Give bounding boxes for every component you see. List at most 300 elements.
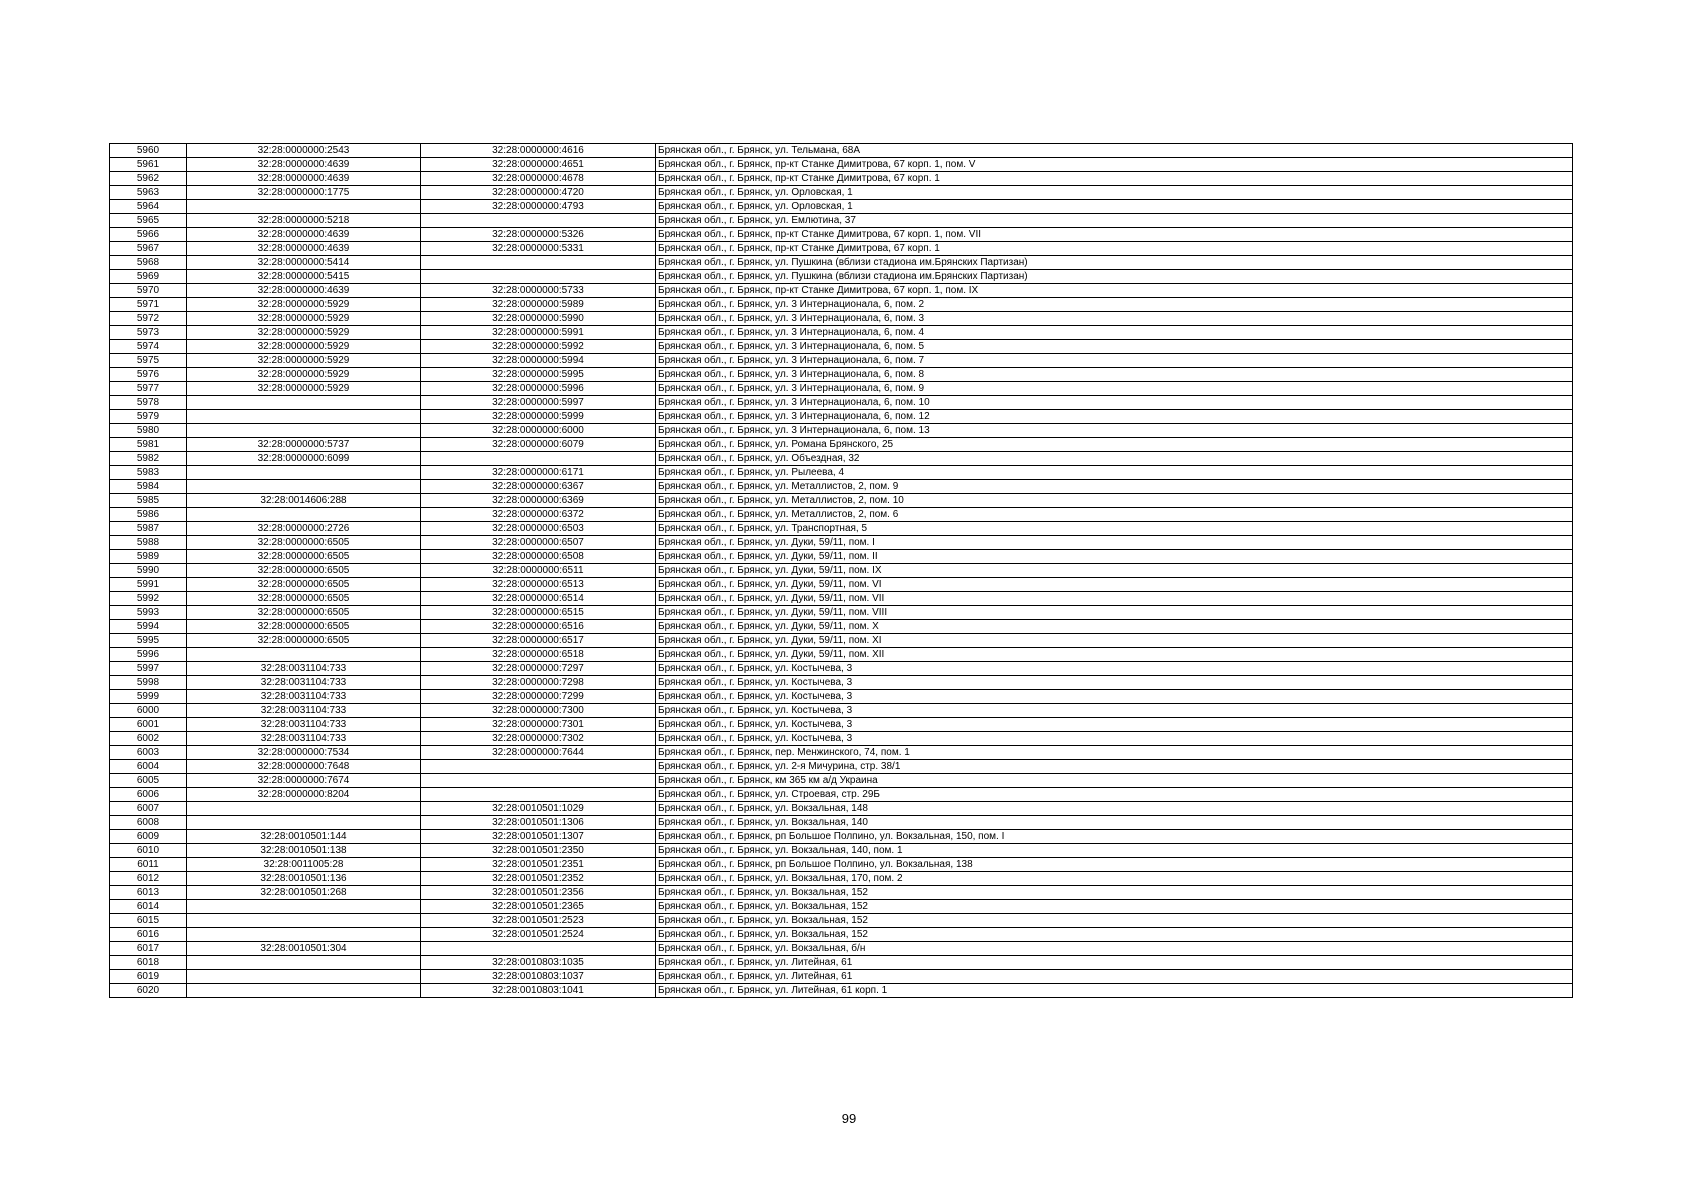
table-row [110,172,1573,186]
object-number-cell: 32:28:0010501:2523 [421,914,656,928]
row-number-cell: 5980 [110,424,187,438]
address-cell: Брянская обл., г. Брянск, ул. Вокзальная, 152 [656,900,1573,914]
address-cell: Брянская обл., г. Брянск, ул. 3 Интернационала, 6, пом. 7 [656,354,1573,368]
cadastral-number-cell: 32:28:0031104:733 [187,676,421,690]
row-number-cell: 6008 [110,816,187,830]
table-row [110,592,1573,606]
cadastral-number-cell: 32:28:0011005:28 [187,858,421,872]
cadastral-number-cell [187,816,421,830]
cadastral-number-cell: 32:28:0000000:2726 [187,522,421,536]
object-number-cell: 32:28:0010501:2356 [421,886,656,900]
cadastral-number-cell: 32:28:0000000:6099 [187,452,421,466]
row-number-cell: 6010 [110,844,187,858]
cadastral-number-cell: 32:28:0000000:4639 [187,284,421,298]
address-cell: Брянская обл., г. Брянск, ул. Дуки, 59/11, пом. II [656,550,1573,564]
object-number-cell: 32:28:0000000:7298 [421,676,656,690]
object-number-cell: 32:28:0000000:7297 [421,662,656,676]
cadastral-number-cell [187,480,421,494]
address-cell: Брянская обл., г. Брянск, ул. Металлистов, 2, пом. 9 [656,480,1573,494]
object-number-cell: 32:28:0010501:2524 [421,928,656,942]
object-number-cell [421,774,656,788]
cadastral-number-cell: 32:28:0000000:6505 [187,550,421,564]
object-number-cell: 32:28:0000000:5995 [421,368,656,382]
object-number-cell: 32:28:0000000:5994 [421,354,656,368]
object-number-cell [421,760,656,774]
cadastral-number-cell [187,508,421,522]
table-row [110,816,1573,830]
address-cell: Брянская обл., г. Брянск, ул. Костычева, 3 [656,662,1573,676]
address-cell: Брянская обл., г. Брянск, рп Большое Полпино, ул. Вокзальная, 138 [656,858,1573,872]
cadastral-number-cell: 32:28:0010501:138 [187,844,421,858]
row-number-cell: 5988 [110,536,187,550]
address-cell: Брянская обл., г. Брянск, ул. 3 Интернационала, 6, пом. 4 [656,326,1573,340]
object-number-cell: 32:28:0010501:2350 [421,844,656,858]
cadastral-number-cell: 32:28:0000000:5929 [187,326,421,340]
table-row [110,354,1573,368]
table-row [110,424,1573,438]
table-row [110,382,1573,396]
table-row [110,662,1573,676]
address-cell: Брянская обл., г. Брянск, ул. Вокзальная, б/н [656,942,1573,956]
table-row [110,326,1573,340]
address-cell: Брянская обл., г. Брянск, ул. Дуки, 59/11, пом. I [656,536,1573,550]
table-row [110,536,1573,550]
table-row [110,928,1573,942]
table-row [110,186,1573,200]
row-number-cell: 5986 [110,508,187,522]
object-number-cell [421,256,656,270]
address-cell: Брянская обл., г. Брянск, км 365 км а/д Украина [656,774,1573,788]
table-row [110,158,1573,172]
cadastral-number-cell: 32:28:0000000:7534 [187,746,421,760]
property-table [109,143,1573,998]
table-row [110,732,1573,746]
row-number-cell: 5972 [110,312,187,326]
table-row [110,550,1573,564]
row-number-cell: 5965 [110,214,187,228]
table-row [110,886,1573,900]
row-number-cell: 5968 [110,256,187,270]
object-number-cell: 32:28:0010501:1029 [421,802,656,816]
row-number-cell: 5979 [110,410,187,424]
object-number-cell [421,214,656,228]
cadastral-number-cell: 32:28:0000000:7648 [187,760,421,774]
address-cell: Брянская обл., г. Брянск, ул. Дуки, 59/11, пом. X [656,620,1573,634]
object-number-cell: 32:28:0000000:5997 [421,396,656,410]
object-number-cell: 32:28:0000000:6515 [421,606,656,620]
table-body [110,144,1573,998]
object-number-cell: 32:28:0000000:6511 [421,564,656,578]
row-number-cell: 5976 [110,368,187,382]
object-number-cell: 32:28:0000000:5992 [421,340,656,354]
row-number-cell: 6017 [110,942,187,956]
address-cell: Брянская обл., г. Брянск, ул. Вокзальная, 140 [656,816,1573,830]
address-cell: Брянская обл., г. Брянск, ул. Дуки, 59/11, пом. VI [656,578,1573,592]
cadastral-number-cell: 32:28:0000000:5415 [187,270,421,284]
address-cell: Брянская обл., г. Брянск, ул. 3 Интернационала, 6, пом. 13 [656,424,1573,438]
address-cell: Брянская обл., г. Брянск, ул. Вокзальная, 148 [656,802,1573,816]
object-number-cell: 32:28:0000000:7644 [421,746,656,760]
address-cell: Брянская обл., г. Брянск, ул. Дуки, 59/11, пом. VIII [656,606,1573,620]
table-row [110,914,1573,928]
address-cell: Брянская обл., г. Брянск, пр-кт Станке Димитрова, 67 корп. 1 [656,242,1573,256]
cadastral-number-cell: 32:28:0000000:4639 [187,172,421,186]
cadastral-number-cell: 32:28:0010501:136 [187,872,421,886]
object-number-cell: 32:28:0000000:6079 [421,438,656,452]
row-number-cell: 6001 [110,718,187,732]
object-number-cell: 32:28:0000000:5990 [421,312,656,326]
table-row [110,494,1573,508]
cadastral-number-cell [187,956,421,970]
cadastral-number-cell: 32:28:0000000:6505 [187,606,421,620]
address-cell: Брянская обл., г. Брянск, ул. Романа Брянского, 25 [656,438,1573,452]
address-cell: Брянская обл., г. Брянск, ул. Вокзальная, 152 [656,914,1573,928]
object-number-cell: 32:28:0000000:6369 [421,494,656,508]
cadastral-number-cell: 32:28:0010501:304 [187,942,421,956]
address-cell: Брянская обл., г. Брянск, ул. Литейная, 61 [656,970,1573,984]
table-row [110,452,1573,466]
address-cell: Брянская обл., г. Брянск, ул. Костычева, 3 [656,718,1573,732]
table-row [110,270,1573,284]
object-number-cell: 32:28:0000000:5989 [421,298,656,312]
row-number-cell: 6005 [110,774,187,788]
table-row [110,396,1573,410]
address-cell: Брянская обл., г. Брянск, ул. Дуки, 59/11, пом. XII [656,648,1573,662]
address-cell: Брянская обл., г. Брянск, ул. Вокзальная, 170, пом. 2 [656,872,1573,886]
object-number-cell: 32:28:0000000:4616 [421,144,656,158]
table-row [110,466,1573,480]
table-row [110,228,1573,242]
table-row [110,970,1573,984]
address-cell: Брянская обл., г. Брянск, ул. 3 Интернационала, 6, пом. 5 [656,340,1573,354]
object-number-cell: 32:28:0010501:2352 [421,872,656,886]
row-number-cell: 6003 [110,746,187,760]
row-number-cell: 5963 [110,186,187,200]
row-number-cell: 6016 [110,928,187,942]
row-number-cell: 5962 [110,172,187,186]
cadastral-number-cell [187,970,421,984]
row-number-cell: 5997 [110,662,187,676]
cadastral-number-cell: 32:28:0000000:5929 [187,298,421,312]
row-number-cell: 5998 [110,676,187,690]
cadastral-number-cell: 32:28:0010501:144 [187,830,421,844]
table-row [110,788,1573,802]
address-cell: Брянская обл., г. Брянск, ул. Литейная, 61 корп. 1 [656,984,1573,998]
cadastral-number-cell [187,984,421,998]
row-number-cell: 5978 [110,396,187,410]
address-cell: Брянская обл., г. Брянск, ул. Объездная, 32 [656,452,1573,466]
cadastral-number-cell: 32:28:0000000:5929 [187,382,421,396]
object-number-cell: 32:28:0000000:6518 [421,648,656,662]
object-number-cell: 32:28:0000000:6513 [421,578,656,592]
object-number-cell: 32:28:0010803:1041 [421,984,656,998]
address-cell: Брянская обл., г. Брянск, ул. Вокзальная, 152 [656,886,1573,900]
cadastral-number-cell: 32:28:0000000:5929 [187,312,421,326]
cadastral-number-cell: 32:28:0000000:5929 [187,354,421,368]
address-cell: Брянская обл., г. Брянск, ул. 3 Интернационала, 6, пом. 10 [656,396,1573,410]
table-row [110,214,1573,228]
table-row [110,340,1573,354]
table-row [110,760,1573,774]
object-number-cell: 32:28:0000000:5733 [421,284,656,298]
table-row [110,942,1573,956]
address-cell: Брянская обл., г. Брянск, ул. Орловская, 1 [656,186,1573,200]
object-number-cell: 32:28:0000000:5999 [421,410,656,424]
table-row [110,256,1573,270]
table-row [110,410,1573,424]
row-number-cell: 6012 [110,872,187,886]
cadastral-number-cell: 32:28:0000000:4639 [187,242,421,256]
table-row [110,144,1573,158]
object-number-cell [421,270,656,284]
row-number-cell: 5966 [110,228,187,242]
address-cell: Брянская обл., г. Брянск, ул. Дуки, 59/11, пом. VII [656,592,1573,606]
object-number-cell: 32:28:0000000:6516 [421,620,656,634]
cadastral-number-cell [187,900,421,914]
address-cell: Брянская обл., г. Брянск, ул. Дуки, 59/11, пом. XI [656,634,1573,648]
object-number-cell: 32:28:0000000:6517 [421,634,656,648]
cadastral-number-cell [187,914,421,928]
cadastral-number-cell: 32:28:0000000:7674 [187,774,421,788]
row-number-cell: 6000 [110,704,187,718]
row-number-cell: 5973 [110,326,187,340]
object-number-cell: 32:28:0000000:4678 [421,172,656,186]
row-number-cell: 6002 [110,732,187,746]
address-cell: Брянская обл., г. Брянск, ул. Металлистов, 2, пом. 6 [656,508,1573,522]
address-cell: Брянская обл., г. Брянск, ул. 3 Интернационала, 6, пом. 3 [656,312,1573,326]
row-number-cell: 6004 [110,760,187,774]
row-number-cell: 5987 [110,522,187,536]
object-number-cell: 32:28:0000000:6507 [421,536,656,550]
object-number-cell: 32:28:0000000:6367 [421,480,656,494]
cadastral-number-cell [187,396,421,410]
table-row [110,956,1573,970]
table-row [110,718,1573,732]
cadastral-number-cell [187,648,421,662]
object-number-cell: 32:28:0010803:1035 [421,956,656,970]
row-number-cell: 5993 [110,606,187,620]
address-cell: Брянская обл., г. Брянск, пр-кт Станке Димитрова, 67 корп. 1 [656,172,1573,186]
row-number-cell: 5982 [110,452,187,466]
object-number-cell: 32:28:0000000:7302 [421,732,656,746]
table-row [110,844,1573,858]
row-number-cell: 5974 [110,340,187,354]
object-number-cell: 32:28:0010501:1307 [421,830,656,844]
row-number-cell: 5971 [110,298,187,312]
cadastral-number-cell [187,200,421,214]
row-number-cell: 5992 [110,592,187,606]
row-number-cell: 5991 [110,578,187,592]
row-number-cell: 5960 [110,144,187,158]
table-row [110,606,1573,620]
cadastral-number-cell: 32:28:0000000:1775 [187,186,421,200]
object-number-cell: 32:28:0000000:5996 [421,382,656,396]
table-row [110,872,1573,886]
address-cell: Брянская обл., г. Брянск, ул. Костычева, 3 [656,732,1573,746]
object-number-cell: 32:28:0000000:6372 [421,508,656,522]
table-row [110,480,1573,494]
cadastral-number-cell: 32:28:0000000:5218 [187,214,421,228]
object-number-cell [421,452,656,466]
address-cell: Брянская обл., г. Брянск, ул. 3 Интернационала, 6, пом. 12 [656,410,1573,424]
row-number-cell: 5995 [110,634,187,648]
table-row [110,746,1573,760]
row-number-cell: 5970 [110,284,187,298]
address-cell: Брянская обл., г. Брянск, ул. Емлютина, 37 [656,214,1573,228]
row-number-cell: 6019 [110,970,187,984]
cadastral-number-cell [187,802,421,816]
address-cell: Брянская обл., г. Брянск, пер. Менжинского, 74, пом. 1 [656,746,1573,760]
object-number-cell: 32:28:0000000:4651 [421,158,656,172]
row-number-cell: 5975 [110,354,187,368]
table-row [110,858,1573,872]
row-number-cell: 5985 [110,494,187,508]
table-row [110,900,1573,914]
table-row [110,830,1573,844]
address-cell: Брянская обл., г. Брянск, ул. 3 Интернационала, 6, пом. 9 [656,382,1573,396]
address-cell: Брянская обл., г. Брянск, ул. Костычева, 3 [656,690,1573,704]
object-number-cell: 32:28:0000000:7299 [421,690,656,704]
address-cell: Брянская обл., г. Брянск, ул. Вокзальная, 152 [656,928,1573,942]
cadastral-number-cell: 32:28:0000000:5929 [187,368,421,382]
table-row [110,578,1573,592]
row-number-cell: 5999 [110,690,187,704]
cadastral-number-cell: 32:28:0014606:288 [187,494,421,508]
address-cell: Брянская обл., г. Брянск, пр-кт Станке Димитрова, 67 корп. 1, пом. V [656,158,1573,172]
address-cell: Брянская обл., г. Брянск, ул. Литейная, 61 [656,956,1573,970]
object-number-cell: 32:28:0000000:6503 [421,522,656,536]
object-number-cell: 32:28:0000000:7300 [421,704,656,718]
cadastral-number-cell: 32:28:0031104:733 [187,732,421,746]
object-number-cell [421,942,656,956]
object-number-cell: 32:28:0000000:6514 [421,592,656,606]
row-number-cell: 5989 [110,550,187,564]
address-cell: Брянская обл., г. Брянск, ул. Тельмана, 68А [656,144,1573,158]
cadastral-number-cell: 32:28:0031104:733 [187,718,421,732]
table-row [110,648,1573,662]
cadastral-number-cell: 32:28:0000000:4639 [187,158,421,172]
row-number-cell: 6013 [110,886,187,900]
table-row [110,704,1573,718]
cadastral-number-cell: 32:28:0000000:5414 [187,256,421,270]
cadastral-number-cell: 32:28:0000000:6505 [187,578,421,592]
address-cell: Брянская обл., г. Брянск, ул. Транспортная, 5 [656,522,1573,536]
row-number-cell: 5981 [110,438,187,452]
table-row [110,200,1573,214]
row-number-cell: 5983 [110,466,187,480]
row-number-cell: 5984 [110,480,187,494]
object-number-cell: 32:28:0000000:6508 [421,550,656,564]
cadastral-number-cell [187,424,421,438]
row-number-cell: 5990 [110,564,187,578]
address-cell: Брянская обл., г. Брянск, ул. 2-я Мичурина, стр. 38/1 [656,760,1573,774]
address-cell: Брянская обл., г. Брянск, ул. 3 Интернационала, 6, пом. 2 [656,298,1573,312]
table-row [110,676,1573,690]
object-number-cell: 32:28:0010803:1037 [421,970,656,984]
row-number-cell: 5994 [110,620,187,634]
table-row [110,298,1573,312]
object-number-cell [421,788,656,802]
row-number-cell: 5996 [110,648,187,662]
address-cell: Брянская обл., г. Брянск, ул. Костычева, 3 [656,704,1573,718]
object-number-cell: 32:28:0000000:5326 [421,228,656,242]
row-number-cell: 6011 [110,858,187,872]
page-number: 99 [841,1111,857,1126]
address-cell: Брянская обл., г. Брянск, рп Большое Полпино, ул. Вокзальная, 150, пом. I [656,830,1573,844]
row-number-cell: 6007 [110,802,187,816]
table-row [110,508,1573,522]
cadastral-number-cell: 32:28:0000000:2543 [187,144,421,158]
object-number-cell: 32:28:0000000:7301 [421,718,656,732]
address-cell: Брянская обл., г. Брянск, пр-кт Станке Димитрова, 67 корп. 1, пом. IX [656,284,1573,298]
address-cell: Брянская обл., г. Брянск, ул. Строевая, стр. 29Б [656,788,1573,802]
address-cell: Брянская обл., г. Брянск, ул. Вокзальная, 140, пом. 1 [656,844,1573,858]
address-cell: Брянская обл., г. Брянск, ул. Пушкина (вблизи стадиона им.Брянских Партизан) [656,270,1573,284]
address-cell: Брянская обл., г. Брянск, ул. Орловская, 1 [656,200,1573,214]
address-cell: Брянская обл., г. Брянск, пр-кт Станке Димитрова, 67 корп. 1, пом. VII [656,228,1573,242]
table-row [110,242,1573,256]
address-cell: Брянская обл., г. Брянск, ул. Дуки, 59/11, пом. IX [656,564,1573,578]
table-row [110,368,1573,382]
cadastral-number-cell: 32:28:0031104:733 [187,662,421,676]
cadastral-number-cell [187,466,421,480]
cadastral-number-cell: 32:28:0000000:6505 [187,564,421,578]
table-row [110,438,1573,452]
row-number-cell: 6015 [110,914,187,928]
address-cell: Брянская обл., г. Брянск, ул. Рылеева, 4 [656,466,1573,480]
table-row [110,984,1573,998]
cadastral-number-cell: 32:28:0000000:5737 [187,438,421,452]
table-row [110,284,1573,298]
table-row [110,690,1573,704]
row-number-cell: 5964 [110,200,187,214]
row-number-cell: 5961 [110,158,187,172]
table-row [110,564,1573,578]
table-row [110,620,1573,634]
object-number-cell: 32:28:0010501:2351 [421,858,656,872]
object-number-cell: 32:28:0000000:4793 [421,200,656,214]
row-number-cell: 6018 [110,956,187,970]
cadastral-number-cell: 32:28:0000000:6505 [187,536,421,550]
row-number-cell: 5977 [110,382,187,396]
address-cell: Брянская обл., г. Брянск, ул. Металлистов, 2, пом. 10 [656,494,1573,508]
row-number-cell: 5967 [110,242,187,256]
cadastral-number-cell: 32:28:0031104:733 [187,690,421,704]
table-row [110,312,1573,326]
address-cell: Брянская обл., г. Брянск, ул. 3 Интернационала, 6, пом. 8 [656,368,1573,382]
cadastral-number-cell [187,928,421,942]
row-number-cell: 6020 [110,984,187,998]
address-cell: Брянская обл., г. Брянск, ул. Пушкина (вблизи стадиона им.Брянских Партизан) [656,256,1573,270]
row-number-cell: 5969 [110,270,187,284]
address-cell: Брянская обл., г. Брянск, ул. Костычева, 3 [656,676,1573,690]
cadastral-number-cell: 32:28:0000000:6505 [187,592,421,606]
object-number-cell: 32:28:0000000:5331 [421,242,656,256]
cadastral-number-cell: 32:28:0010501:268 [187,886,421,900]
cadastral-number-cell [187,410,421,424]
cadastral-number-cell: 32:28:0031104:733 [187,704,421,718]
object-number-cell: 32:28:0000000:6000 [421,424,656,438]
table-row [110,802,1573,816]
cadastral-number-cell: 32:28:0000000:5929 [187,340,421,354]
object-number-cell: 32:28:0000000:6171 [421,466,656,480]
table-row [110,634,1573,648]
row-number-cell: 6014 [110,900,187,914]
table-row [110,774,1573,788]
object-number-cell: 32:28:0010501:2365 [421,900,656,914]
row-number-cell: 6009 [110,830,187,844]
object-number-cell: 32:28:0000000:4720 [421,186,656,200]
